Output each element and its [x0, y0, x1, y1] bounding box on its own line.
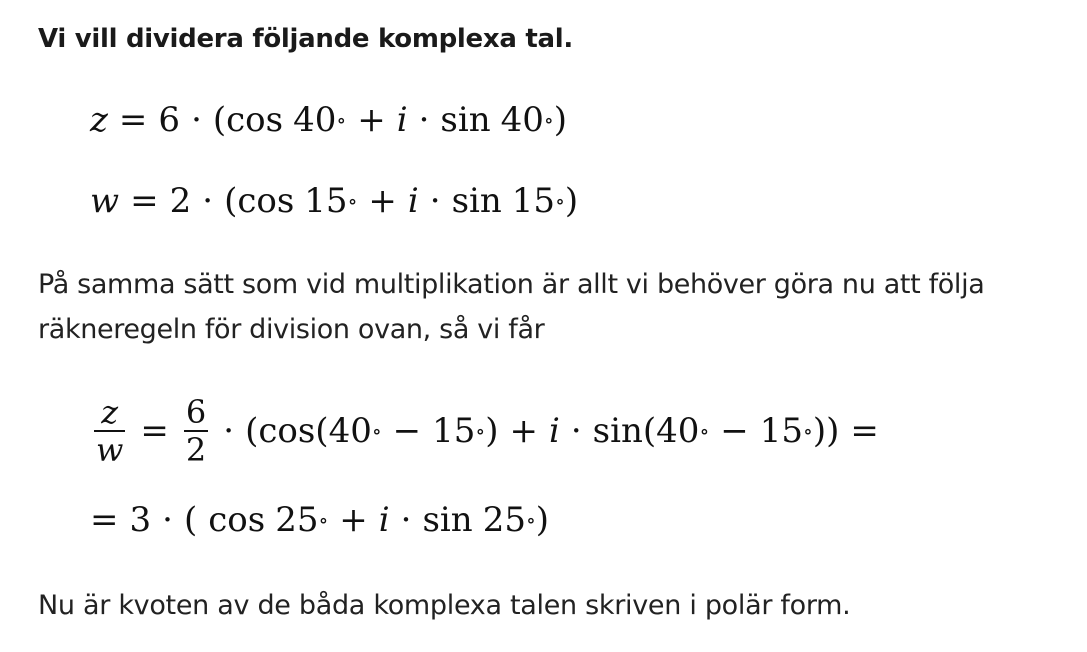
- equation-z: z = 6 · ( cos 40 ∘ + i · sin 40 ∘ ): [90, 100, 567, 140]
- fraction-z-over-w: $\frac{z}{w}$: [96, 393, 124, 469]
- equation-division: $\frac{z}{w}$ = $\frac{6}{2}$ · ( cos ( 40 ∘ − 15 ∘ ) + i · sin ( 40 ∘ − 15 ∘ )) =: [96, 393, 879, 469]
- fraction-6-over-2: $\frac{6}{2}$: [185, 393, 207, 469]
- equation-result: = 3 · ( cos 25 ∘ + i · sin 25 ∘ ): [90, 500, 550, 540]
- explanation-paragraph: På samma sätt som vid multiplikation är allt vi behöver göra nu att följa räkneregeln för division ovan, så vi får: [38, 269, 985, 345]
- conclusion-paragraph: Nu är kvoten av de båda komplexa talen skriven i polär form.: [38, 590, 851, 621]
- equation-w: w = 2 · ( cos 15 ∘ + i · sin 15 ∘ ): [90, 181, 579, 221]
- section-heading: Vi vill dividera följande komplexa tal.: [38, 24, 573, 54]
